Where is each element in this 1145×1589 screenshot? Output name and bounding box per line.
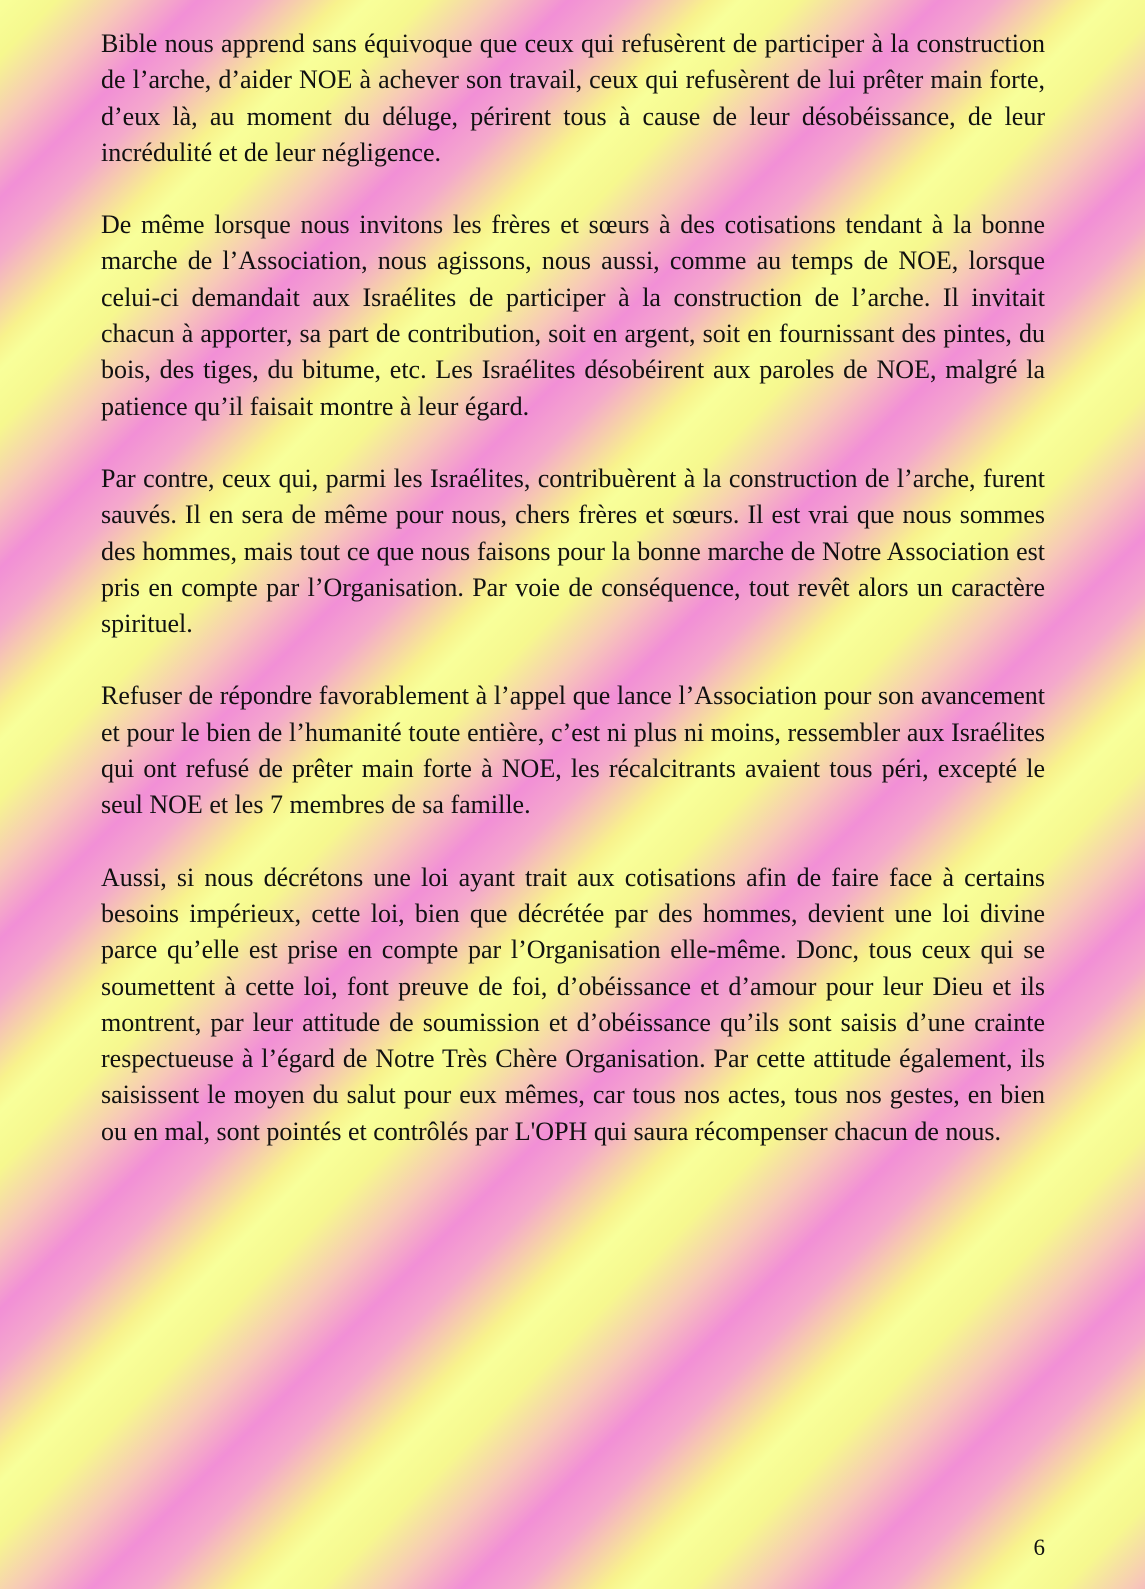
paragraph-5: Aussi, si nous décrétons une loi ayant trait aux cotisations afin de faire face à certains besoins impérieux, cette loi, bien que décrétée par des hommes, devient une loi divine parce qu’elle est prise en compte par l’Organisation elle-même. Donc, tous ceux qui se soumettent à cette loi, font preuve de foi, d’obéissance et d’amour pour leur Dieu et ils montrent, par leur attitude de soumission et d’obéissance qu’ils sont saisis d’une crainte respectueuse à l’égard de Notre Très Chère Organisation. Par cette attitude également, ils saisissent le moyen du salut pour eux mêmes, car tous nos actes, tous nos gestes, en bien ou en mal, sont pointés et contrôlés par L'OPH qui saura récompenser chacun de nous.	[101, 862, 1045, 1146]
paragraph-2: De même lorsque nous invitons les frères et sœurs à des cotisations tendant à la bonne marche de l’Association, nous agissons, nous aussi, comme au temps de NOE, lorsque celui-ci demandait aux Israélites de participer à la construction de l’arche. Il invitait chacun à apporter, sa part de contribution, soit en argent, soit en fournissant des pintes, du bois, des tiges, du bitume, etc. Les Israélites désobéirent aux paroles de NOE, malgré la patience qu’il faisait montre à leur égard.	[101, 210, 1045, 421]
paragraph-4: Refuser de répondre favorablement à l’appel que lance l’Association pour son avancement et pour le bien de l’humanité toute entière, c’est ni plus ni moins, ressembler aux Israélites qui ont refusé de prêter main forte à NOE, les récalcitrants avaient tous péri, excepté le seul NOE et les 7 membres de sa famille.	[101, 681, 1045, 820]
page-number: 6	[1033, 1535, 1045, 1560]
paragraph-3: Par contre, ceux qui, parmi les Israélites, contribuèrent à la construction de l’arche, furent sauvés. Il en sera de même pour nous, chers frères et sœurs. Il est vrai que nous sommes des hommes, mais tout ce que nous faisons pour la bonne marche de Notre Association est pris en compte par l’Organisation. Par voie de conséquence, tout revêt alors un caractère spirituel.	[101, 463, 1045, 639]
document-body	[101, 26, 1045, 1186]
paragraph-1: Bible nous apprend sans équivoque que ceux qui refusèrent de participer à la construction de l’arche, d’aider NOE à achever son travail, ceux qui refusèrent de lui prêter main forte, d’eux là, au moment du déluge, périrent tous à cause de leur désobéissance, de leur incrédulité et de leur négligence.	[101, 29, 1045, 167]
